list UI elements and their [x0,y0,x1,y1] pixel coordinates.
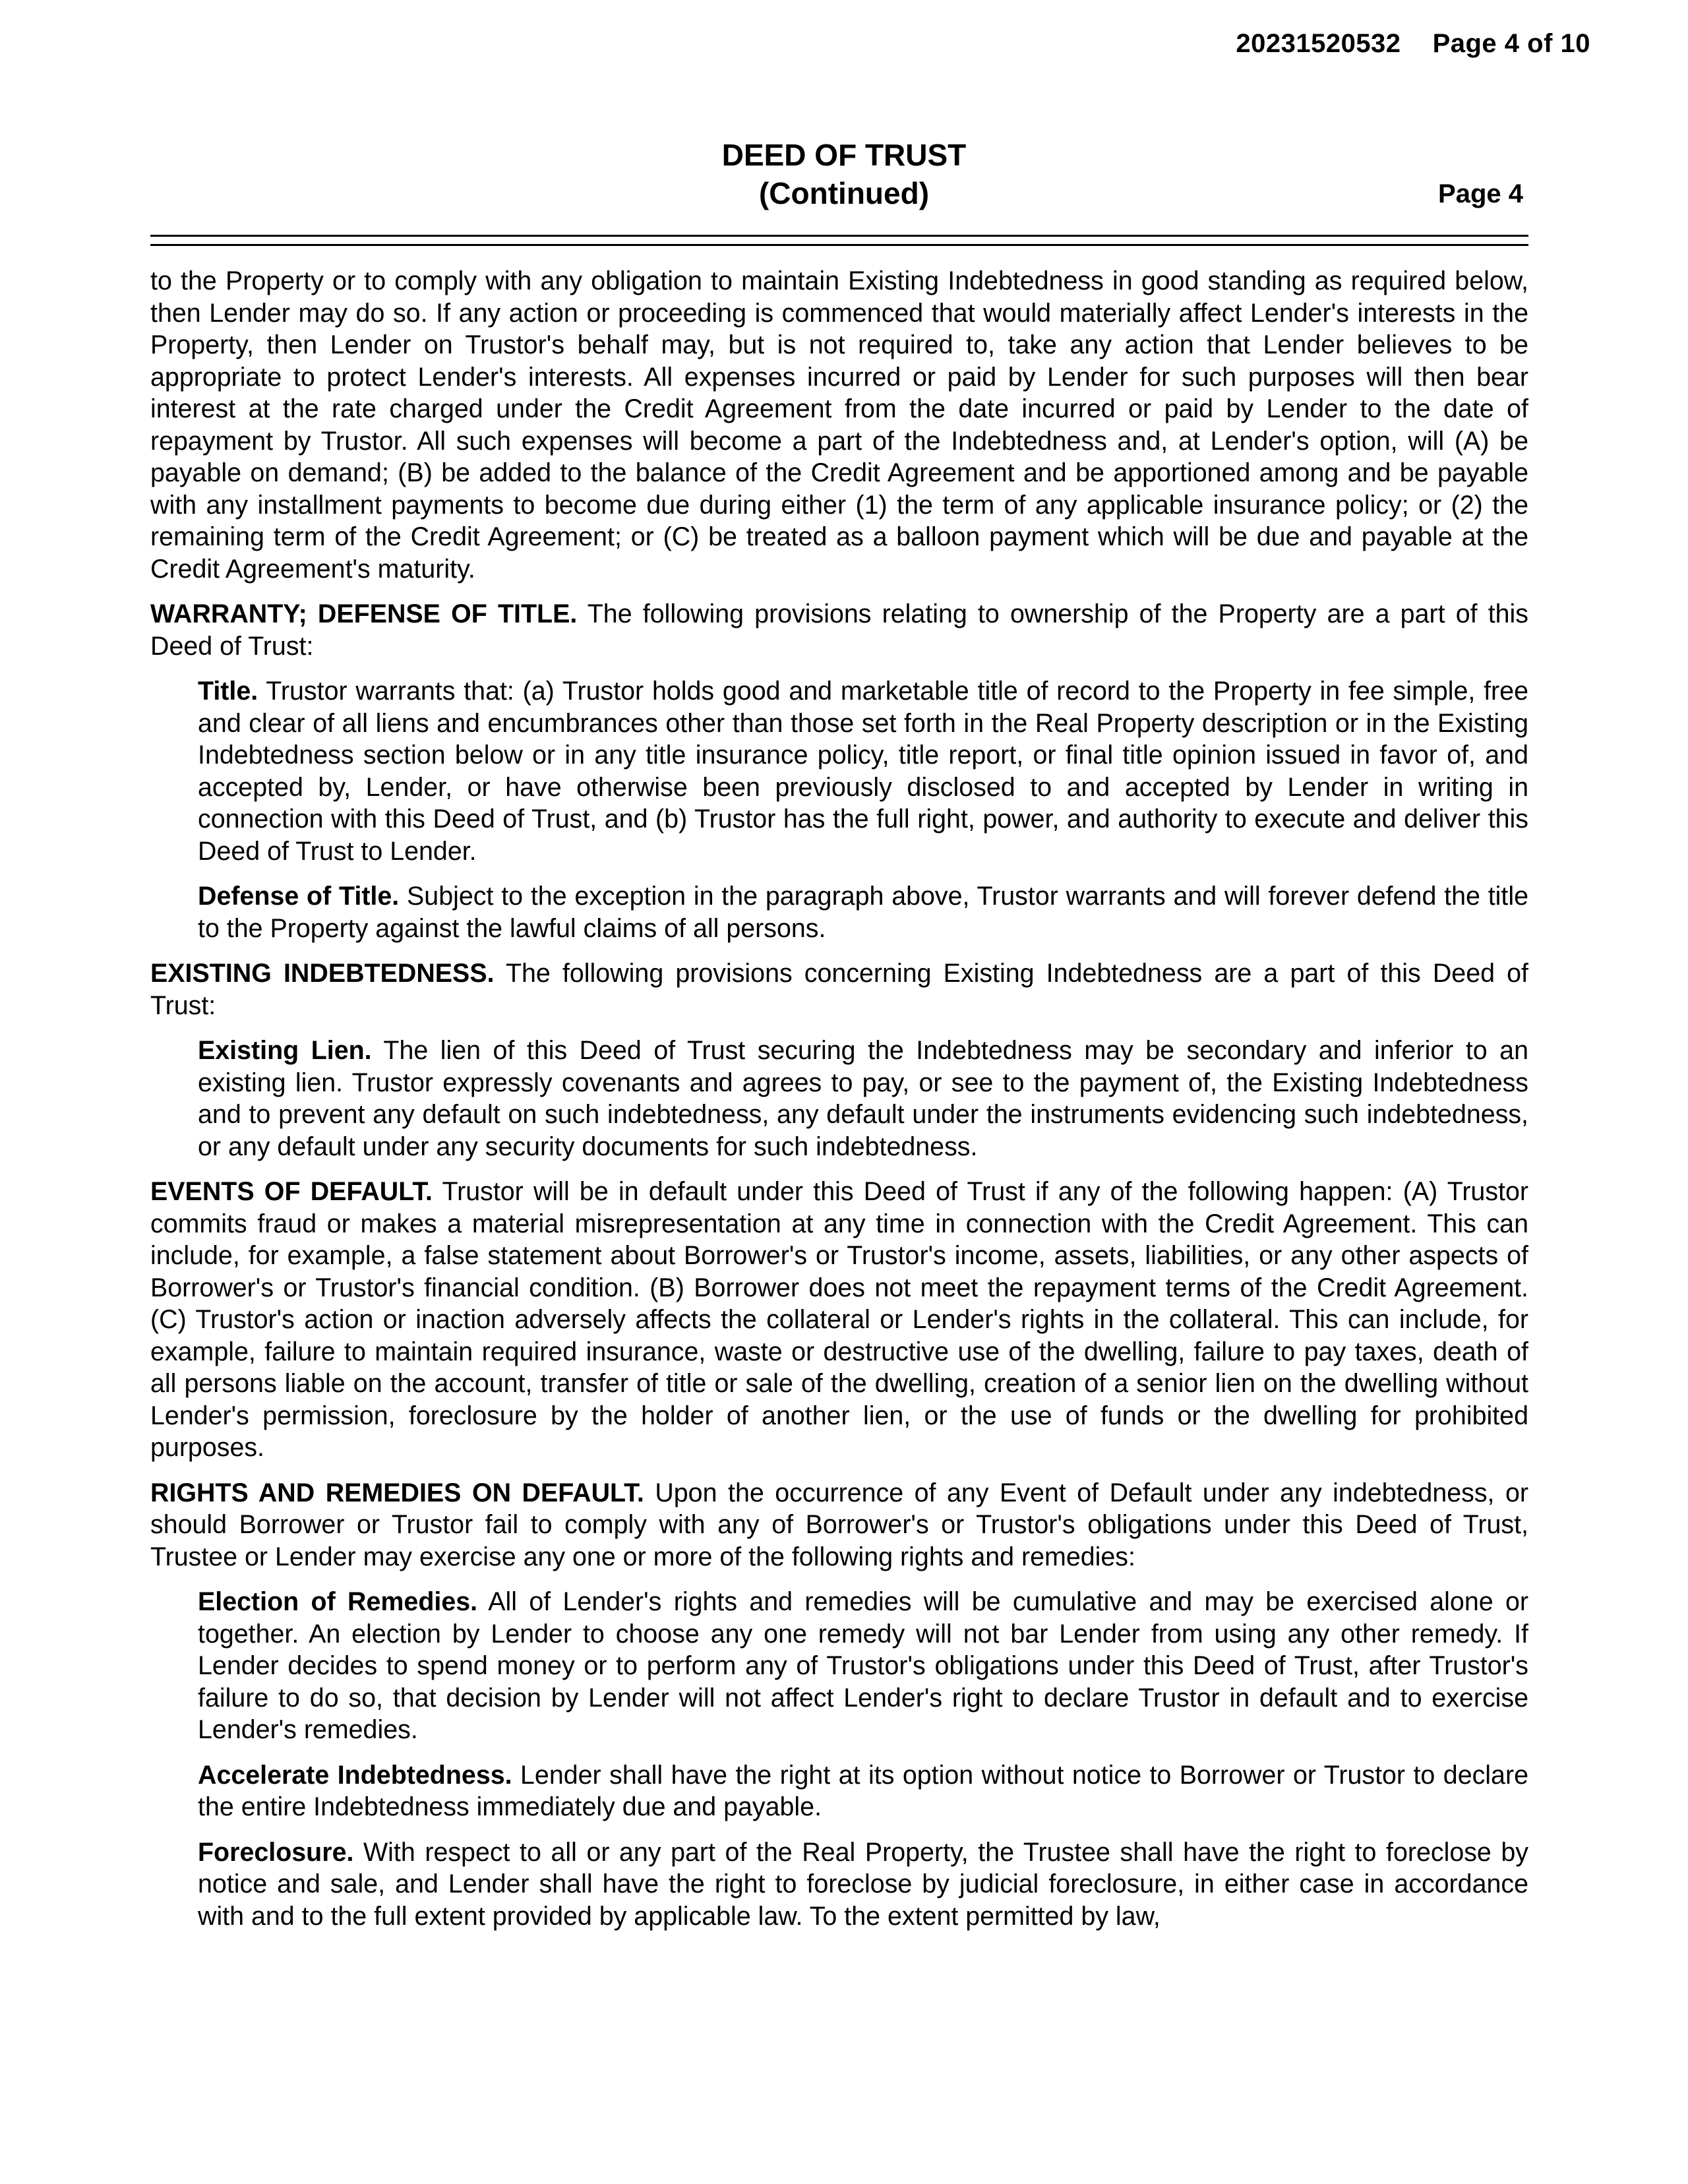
header-rule-bottom [150,244,1528,246]
paragraph-text: Upon the occurrence of any Event of Default under any indebtedness, or should Borrower or Trustor fail to comply with any of Borrower's or Trustor's obligations under this Deed of Trust, Trustee or Lender may exercise any one or more of the following rights and remedies: [150,1478,1528,1571]
section-heading: EXISTING INDEBTEDNESS. [150,959,495,988]
document-body [150,265,1528,1932]
section-existing-indebtedness [150,957,1528,1021]
subsection-heading: Foreclosure. [198,1837,354,1867]
subsection-accelerate-indebtedness [198,1759,1528,1823]
header-rule-top [150,235,1528,237]
subsection-defense-of-title [198,880,1528,944]
document-title-block [0,136,1688,212]
page-of-count: Page 4 of 10 [1432,29,1590,58]
section-events-of-default [150,1176,1528,1464]
paragraph-text: The lien of this Deed of Trust securing the Indebtedness may be secondary and inferior to an existing lien. Trustor expressly covenants and agrees to pay, or see to the payment of, the Existing Indebtedness and to prevent any default on such indebtedness, any default under the instruments evidencing such indebtedness, or any default under any security documents for such indebtedness. [198,1036,1528,1161]
section-rights-and-remedies [150,1477,1528,1573]
paragraph-text: The following provisions concerning Existing Indebtedness are a part of this Deed of Trust: [150,959,1528,1020]
subsection-title [198,675,1528,867]
paragraph-text: Trustor warrants that: (a) Trustor holds good and marketable title of record to the Property in fee simple, free and clear of all liens and encumbrances other than those set forth in the Real Property description or in the Existing Indebtedness section below or in any title insurance policy, title report, or final title opinion issued in favor of, and accepted by, Lender, or have otherwise been previously disclosed to and accepted by Lender in writing in connection with this Deed of Trust, and (b) Trustor has the full right, power, and authority to execute and deliver this Deed of Trust to Lender. [198,677,1528,866]
page-label: Page 4 [1438,179,1523,208]
paragraph-text: All of Lender's rights and remedies will be cumulative and may be exercised alone or together. An election by Lender to choose any one remedy will not bar Lender from using any other remedy. If Lender decides to spend money or to perform any of Trustor's obligations under this Deed of Trust, after Trustor's failure to do so, that decision by Lender will not affect Lender's right to declare Trustor in default and to exercise Lender's remedies. [198,1587,1528,1744]
document-number: 20231520532 [1236,29,1401,58]
subsection-heading: Election of Remedies. [198,1587,478,1616]
document-title: DEED OF TRUST [721,138,967,172]
subsection-existing-lien [198,1035,1528,1163]
section-warranty-defense-of-title [150,598,1528,662]
paragraph-text: Subject to the exception in the paragraph above, Trustor warrants and will forever defend the title to the Property against the lawful claims of all persons. [198,882,1528,943]
subsection-heading: Title. [198,677,258,706]
paragraph-continued-expenditures [150,265,1528,585]
section-heading: EVENTS OF DEFAULT. [150,1177,433,1206]
section-heading: RIGHTS AND REMEDIES ON DEFAULT. [150,1478,644,1507]
subsection-heading: Accelerate Indebtedness. [198,1760,512,1790]
page-identifier [1236,29,1590,59]
subsection-heading: Existing Lien. [198,1036,372,1065]
section-heading: WARRANTY; DEFENSE OF TITLE. [150,599,578,628]
paragraph-text: to the Property or to comply with any obligation to maintain Existing Indebtedness in good standing as required below, then Lender may do so. If any action or proceeding is commenced that would materially affect Lender's interests in the Property, then Lender on Trustor's behalf may, but is not required to, take any action that Lender believes to be appropriate to protect Lender's interests. All expenses incurred or paid by Lender for such purposes will then bear interest at the rate charged under the Credit Agreement from the date incurred or paid by Lender to the date of repayment by Trustor. All such expenses will become a part of the Indebtedness and, at Lender's option, will (A) be payable on demand; (B) be added to the balance of the Credit Agreement and be apportioned among and be payable with any installment payments to become due during either (1) the term of any applicable insurance policy; or (2) the remaining term of the Credit Agreement; or (C) be treated as a balloon payment which will be due and payable at the Credit Agreement's maturity. [150,266,1528,584]
document-subtitle: (Continued) [758,176,930,210]
paragraph-text: The following provisions relating to ownership of the Property are a part of this Deed of Trust: [150,599,1528,661]
paragraph-text: Lender shall have the right at its option without notice to Borrower or Trustor to declare the entire Indebtedness immediately due and payable. [198,1760,1528,1821]
paragraph-text: With respect to all or any part of the Real Property, the Trustee shall have the right to foreclose by notice and sale, and Lender shall have the right to foreclose by judicial foreclosure, in either case in accordance with and to the full extent provided by applicable law. To the extent permitted by law, [198,1837,1528,1931]
subsection-election-of-remedies [198,1586,1528,1746]
subsection-foreclosure [198,1836,1528,1933]
paragraph-text: Trustor will be in default under this Deed of Trust if any of the following happen: (A) Trustor commits fraud or makes a material misrepresentation at any time in connection with the Credit Agreement. This can include, for example, a false statement about Borrower's or Trustor's income, assets, liabilities, or any other aspects of Borrower's or Trustor's financial condition. (B) Borrower does not meet the repayment terms of the Credit Agreement. (C) Trustor's action or inaction adversely affects the collateral or Lender's rights in the collateral. This can include, for example, failure to maintain required insurance, waste or destructive use of the dwelling, failure to pay taxes, death of all persons liable on the account, transfer of title or sale of the dwelling, creation of a senior lien on the dwelling without Lender's permission, foreclosure by the holder of another lien, or the use of funds or the dwelling for prohibited purposes. [150,1177,1529,1462]
subsection-heading: Defense of Title. [198,882,400,911]
